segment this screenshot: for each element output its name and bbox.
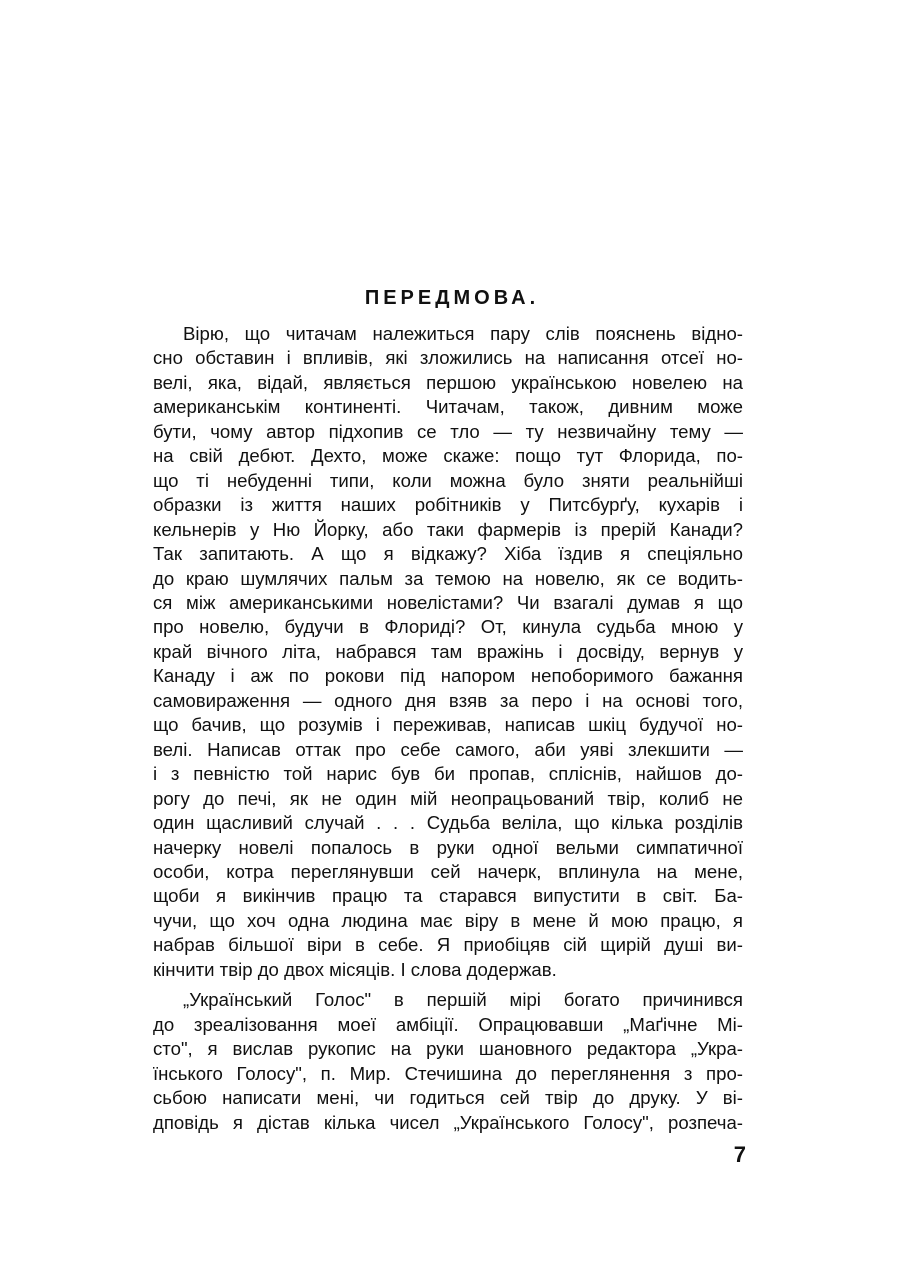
text-line: велі, яка, відай, являється першою українською новелею на — [153, 371, 743, 393]
text-line: американськім континенті. Читачам, також, дивним може — [153, 396, 743, 418]
text-line: до зреалізовання моеї амбіції. Опрацювавши „Маґічне Мі- — [153, 1013, 743, 1035]
text-line: кінчити твір до двох місяців. І слова додержав. — [153, 958, 557, 980]
text-line: сто", я вислав рукопис на руки шановного редактора „Укра- — [153, 1038, 743, 1060]
text-line: дповідь я дістав кілька чисел „Українського Голосу", розпеча- — [153, 1111, 743, 1133]
text-line: кельнерів у Ню Йорку, або таки фармерів із прерій Канади? — [153, 518, 743, 540]
page-title: ПЕРЕДМОВА. — [364, 287, 540, 309]
text-line: сьбою написати мені, чи годиться сей твір до друку. У ві- — [153, 1087, 743, 1109]
text-line: бути, чому автор підхопив се тло — ту незвичайну тему — — [153, 420, 743, 442]
text-line: образки із життя наших робітників у Питсбурґу, кухарів і — [153, 494, 743, 516]
text-line: „Український Голос" в першій мірі богато причинився — [183, 989, 743, 1011]
text-line: про новелю, будучи в Флориді? От, кинула судьба мною у — [153, 616, 743, 638]
text-line: щоби я викінчив працю та старався випустити в світ. Ба- — [153, 885, 743, 907]
body-text — [153, 322, 743, 1135]
text-line: Так запитають. А що я відкажу? Хіба їздив я спеціяльно — [153, 543, 743, 565]
text-line: велі. Написав оттак про себе самого, аби уяві злекшити — — [153, 738, 743, 760]
text-line: на свій дебют. Дехто, може скаже: пощо тут Флорида, по- — [153, 445, 743, 467]
text-line: набрав більшої віри в себе. Я приобіцяв сій щирій душі ви- — [153, 934, 743, 956]
text-line: самовираження — одного дня взяв за перо і на основі того, — [153, 689, 743, 711]
text-line: рогу до печі, як не один мій неопрацьований твір, колиб не — [153, 787, 743, 809]
text-line: начерку новелі попалось в руки одної вельми симпатичної — [153, 836, 743, 858]
text-line: чучи, що хоч одна людина має віру в мене й мою працю, я — [153, 909, 743, 931]
text-line: що бачив, що розумів і переживав, написав шкіц будучої но- — [153, 714, 743, 736]
text-line: що ті небуденні типи, коли можна було зняти реальнійші — [153, 469, 743, 491]
text-line: один щасливий случай . . . Судьба веліла, що кілька розділів — [153, 812, 743, 834]
text-line: особи, котра переглянувши сей начерк, вплинула на мене, — [153, 860, 743, 882]
text-line: їнського Голосу", п. Мир. Стечишина до переглянення з про- — [153, 1062, 743, 1084]
text-line: Канаду і аж по рокови під напором непоборимого бажання — [153, 665, 743, 687]
text-line: і з певністю той нарис був би пропав, спліснів, найшов до- — [153, 763, 743, 785]
text-line: сно обставин і впливів, які зложились на написання отсеї но- — [153, 347, 743, 369]
text-line: до краю шумлячих пальм за темою на новелю, як се водить- — [153, 567, 743, 589]
page-number: 7 — [733, 1142, 746, 1167]
text-line: край вічного літа, набрався там вражінь і досвіду, вернув у — [153, 640, 743, 662]
text-line: Вірю, що читачам належиться пару слів пояснень відно- — [183, 323, 743, 344]
text-line: ся між американськими новелістами? Чи взагалі думав я що — [153, 591, 743, 613]
